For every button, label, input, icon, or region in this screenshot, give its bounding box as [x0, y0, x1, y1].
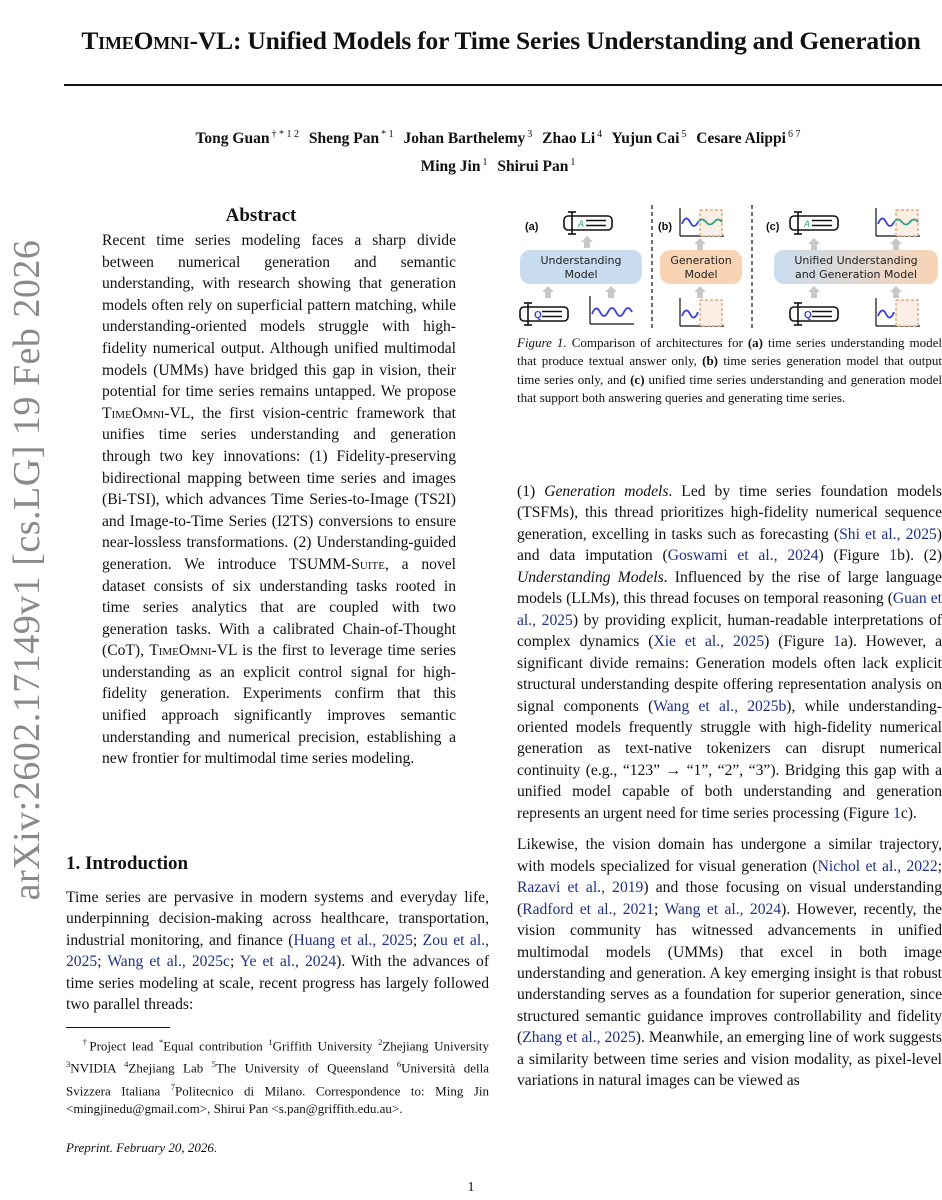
svg-text:Q: Q — [804, 310, 812, 321]
abstract-text: Recent time series modeling faces a sharp divide between numerical generation and semantic understanding, with research showing that generation models often rely on superficial pattern matching, while understanding-oriented models struggle with high-fidelity numerical output. Although unified multimodal models (UMMs) have bridged this gap in vision, their potential for time series remains untapped. We propose — [102, 232, 456, 401]
body-text: c). — [900, 804, 917, 822]
footnote-rule — [66, 1027, 170, 1028]
body-text: a). However, a significant divide remains: Generation models often lack explicit structural understanding despite offering representation analysis on signal components ( — [517, 633, 942, 715]
svg-text:(c): (c) — [766, 221, 780, 233]
citation-link[interactable]: Razavi et al., 2019 — [517, 879, 644, 897]
preprint-date: Preprint. February 20, 2026. — [66, 1140, 218, 1155]
abstract-text: , a novel dataset consists of six understanding tasks rooted in time series analytics that are coupled with two generation tasks. With a calibrated Chain-of-Thought (CoT), — [102, 555, 457, 660]
citation-link[interactable]: Goswami et al., 2024 — [667, 547, 819, 565]
abstract-text: -VL is the first to leverage time series understanding as an explicit control signal for high-fidelity generation. Experiments confirm that this unified approach significantly improves semantic understanding and numerical precision, establishing a new frontier for multimodal time series modeling. — [102, 642, 456, 768]
body-text: ; — [97, 953, 108, 971]
body-text: ; — [937, 857, 942, 875]
footnote-mark: 5 — [211, 1059, 216, 1070]
body-text: Time series are pervasive in modern systems and everyday life, underpinning decision-making across healthcare, transportation, industrial monitoring, and finance ( — [66, 889, 489, 949]
figure-1-caption — [517, 334, 942, 408]
author: Johan Barthelemy — [403, 130, 526, 148]
body-text: ; — [412, 931, 423, 949]
panel-b-generation — [658, 208, 742, 326]
introduction-heading: 1. Introduction — [66, 853, 189, 874]
paragraph-parallel-threads — [517, 481, 942, 824]
svg-text:A: A — [804, 219, 811, 229]
footnote-text: Project lead — [89, 1038, 160, 1054]
citation-link[interactable]: Guan et al., 2025 — [517, 590, 942, 629]
citation-link[interactable]: Huang et al., 2025 — [293, 931, 413, 949]
generated-series-icon — [680, 208, 724, 236]
svg-text:Model: Model — [684, 268, 718, 281]
emphasis-text: Understanding Models — [517, 568, 664, 586]
author: Sheng Pan — [308, 130, 380, 148]
abstract-body — [102, 230, 456, 770]
answer-text-icon — [790, 212, 838, 234]
author-affiliation-marks: 5 — [681, 129, 687, 140]
introduction-left-paragraph — [66, 887, 489, 1015]
body-text: ) (Figure — [764, 633, 834, 651]
citation-link[interactable]: Nichol et al., 2022 — [817, 857, 938, 875]
body-text: ; — [229, 953, 240, 971]
caption-text: time series generation model that output time series only, and — [517, 353, 942, 387]
caption-panel-ref: (c) — [630, 371, 645, 387]
footnote-text: Università della Svizzera Italiana — [66, 1060, 490, 1098]
input-series-icon — [680, 298, 724, 326]
citation-link[interactable]: Xie et al., 2025 — [653, 633, 765, 651]
figure-ref-link[interactable]: 1 — [833, 633, 841, 651]
footnote-mark: 2 — [378, 1037, 383, 1047]
body-text: . Influenced by the rise of large language models (LLMs), this thread focuses on temporal reasoning ( — [517, 568, 942, 608]
citation-link[interactable]: Zou et al., 2025 — [66, 931, 489, 971]
query-text-icon — [520, 303, 568, 325]
generated-series-icon — [876, 208, 920, 236]
dataset-name-suffix: Suite — [351, 555, 385, 573]
author: Cesare Alippi — [696, 130, 786, 148]
footnote-text: Zhejiang Lab — [128, 1060, 212, 1076]
title-rest: -VL: Unified Models for Time Series Understanding and Generation — [189, 26, 921, 55]
body-text: (1) — [517, 483, 545, 500]
emphasis-text: Generation models — [544, 483, 669, 500]
author-affiliation-marks: 1 — [482, 157, 488, 169]
model-name: TimeOmni — [149, 642, 212, 660]
body-text: ) (Figure — [818, 547, 890, 565]
body-text: ). Meanwhile, an emerging line of work suggests a similarity between time series and vision modality, as pixel-level variations in natural images can be viewed as — [517, 1029, 942, 1090]
footnote-text: The University of Queensland — [215, 1060, 397, 1076]
paper-title — [60, 26, 942, 56]
abstract-text: -VL, the first vision-centric framework that unifies time series understanding and generation through two key innovations: (1) Fidelity-preserving bidirectional mapping between time series and images (Bi-TSI), which advances Time Series-to-Image (TS2I) and Image-to-Time Series (I2TS) conversions to ensure near-lossless transformations. (2) Understanding-guided generation. We introduce TSUMM- — [102, 404, 456, 573]
citation-link[interactable]: Zhang et al., 2025 — [522, 1029, 636, 1047]
caption-label: Figure 1. — [517, 335, 567, 350]
author-affiliation-marks: 1 — [570, 157, 576, 169]
figure-1-architecture-comparison — [512, 200, 942, 330]
citation-link[interactable]: Wang et al., 2025c — [107, 953, 230, 971]
author: Shirui Pan — [497, 158, 569, 176]
footnote-mark: 1 — [268, 1037, 273, 1047]
citation-link[interactable]: Wang et al., 2024 — [664, 900, 782, 918]
footnote-mark: † — [82, 1037, 90, 1047]
page-number: 1 — [467, 1180, 475, 1195]
body-text: ), while understanding-oriented models frequently struggle with high-fidelity numerical generation as text-native tokenizers can disrupt numerical continuity (e.g., “123” → “1”, “2”, “3”). Bridging this gap with a unified model capable of both understanding and generation represents an urgent need for time series processing (Figure — [517, 697, 942, 822]
author: Zhao Li — [542, 130, 596, 148]
svg-text:and Generation Model: and Generation Model — [794, 268, 918, 281]
citation-link[interactable]: Radford et al., 2021 — [522, 900, 654, 918]
caption-text: unified time series understanding and generation model that support both answering queries and generating time series. — [517, 371, 942, 406]
body-text: Likewise, the vision domain has undergone a similar trajectory, with models specialized for visual generation ( — [517, 836, 942, 875]
author: Ming Jin — [420, 158, 481, 176]
answer-text-icon — [564, 212, 612, 234]
figure-ref-link[interactable]: 1 — [889, 547, 898, 565]
footnote-mark: 4 — [124, 1059, 129, 1070]
footnote-mark: 7 — [170, 1081, 175, 1092]
author-affiliation-marks: 3 — [527, 129, 533, 140]
body-text: ) and data imputation ( — [517, 525, 942, 565]
author-affiliation-marks: 4 — [597, 129, 603, 140]
footnote-mark: 3 — [66, 1059, 71, 1070]
query-text-icon — [790, 303, 838, 325]
footnote-mark: 6 — [396, 1059, 402, 1070]
input-series-icon — [590, 296, 634, 324]
abstract-heading: Abstract — [225, 205, 297, 226]
body-text: ) by providing explicit, human-readable interpretations of complex dynamics ( — [517, 611, 942, 651]
affiliations-footnote — [66, 1033, 489, 1118]
footnote-text: NVIDIA — [70, 1060, 125, 1076]
author-affiliation-marks: † * 1 2 — [271, 129, 299, 140]
author: Yujun Cai — [611, 130, 680, 148]
svg-text:Understanding: Understanding — [540, 254, 622, 267]
panel-a-understanding — [520, 212, 642, 325]
svg-text:Q: Q — [534, 310, 542, 321]
author: Tong Guan — [195, 130, 270, 148]
footnote-text: Equal contribution — [163, 1038, 269, 1054]
citation-link[interactable]: Wang et al., 2025b — [653, 697, 787, 715]
body-text: ) and those focusing on visual understanding ( — [517, 879, 942, 918]
arxiv-identifier-stamp — [2, 235, 52, 905]
footnote-text: Griffith University — [272, 1038, 379, 1054]
svg-text:A: A — [578, 219, 585, 229]
paragraph-vision-domain — [517, 834, 942, 1091]
author-list — [60, 123, 942, 179]
caption-text: Comparison of architectures for — [566, 335, 748, 350]
body-text: ). However, recently, the vision community has witnessed advancements in unified multimodal models (UMMs) that excel in both image understanding and generation. A key emerging insight is that robust understanding serves as a foundation for superior generation, since structured semantic guidance improves controllability and fidelity ( — [517, 900, 942, 1047]
caption-panel-ref: (b) — [702, 353, 718, 369]
body-text: b). (2) — [897, 547, 942, 565]
svg-text:Generation: Generation — [670, 254, 732, 267]
footnote-mark: * — [159, 1037, 164, 1047]
title-model-name: TimeOmni — [81, 26, 190, 55]
svg-text:Unified Understanding: Unified Understanding — [794, 254, 918, 267]
body-text: . Led by time series foundation models (TSFMs), this thread prioritizes high-fidelity numerical sequence generation, excelling in tasks such as forecasting ( — [517, 483, 942, 543]
abstract-section — [66, 205, 456, 770]
body-text: ; — [654, 900, 665, 918]
panel-c-unified — [766, 208, 938, 326]
svg-text:(b): (b) — [658, 221, 673, 233]
input-series-icon — [876, 298, 920, 326]
author-affiliation-marks: 6 7 — [787, 129, 801, 140]
panel-label: (a) — [525, 221, 539, 233]
body-text: ). With the advances of time series modeling at scale, recent progress has largely followed two parallel threads: — [66, 953, 490, 1014]
model-name: TimeOmni — [102, 404, 165, 422]
svg-text:Model: Model — [564, 268, 598, 281]
figure-ref-link[interactable]: 1 — [893, 804, 901, 822]
caption-panel-ref: (a) — [747, 335, 763, 350]
title-rule — [64, 84, 942, 86]
introduction-right-column — [517, 481, 942, 1102]
citation-link[interactable]: Shi et al., 2025 — [839, 525, 937, 543]
citation-link[interactable]: Ye et al., 2024 — [239, 953, 337, 971]
author-affiliation-marks: * 1 — [381, 129, 394, 140]
footnote-text: Politecnico di Milano. Correspondence to: Ming Jin <mingjinedu@gmail.com>, Shirui Pan <s.pan@griffith.edu.au>. — [66, 1082, 489, 1116]
arxiv-id-text: arXiv:2602.17149v1 [cs.LG] 19 Feb 2026 — [6, 239, 48, 901]
caption-text: time series understanding model that produce textual answer only, — [517, 335, 942, 369]
footnote-text: Zhejiang University — [382, 1038, 490, 1054]
